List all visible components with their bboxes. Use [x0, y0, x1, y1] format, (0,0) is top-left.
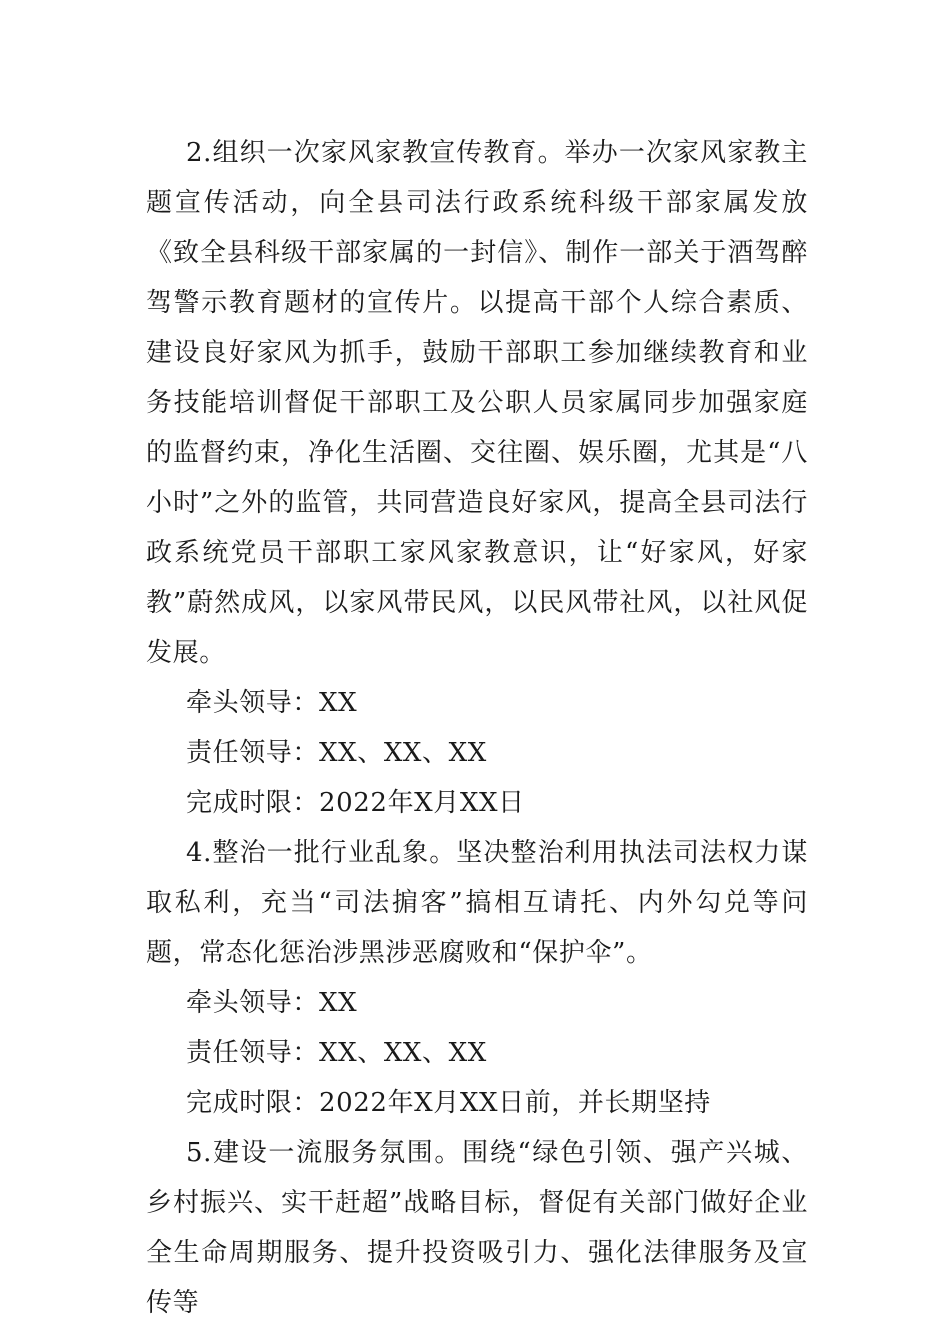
document-page [146, 128, 808, 1328]
section-5-paragraph: 5.建设一流服务氛围。围绕“绿色引领、强产兴城、乡村振兴、实干赶超”战略目标，督促有关部门做好企业全生命周期服务、提升投资吸引力、强化法律服务及宣传等 [146, 1138, 808, 1318]
section-2-lead-leader: 牵头领导：XX [186, 688, 358, 718]
section-4-paragraph: 4.整治一批行业乱象。坚决整治利用执法司法权力谋取私利，充当“司法掮客”搞相互请托、内外勾兑等问题，常态化惩治涉黑涉恶腐败和“保护伞”。 [146, 838, 808, 968]
section-4-responsible-leaders: 责任领导：XX、XX、XX [186, 1038, 487, 1068]
section-4-deadline: 完成时限：2022年X月XX日前，并长期坚持 [186, 1088, 711, 1118]
section-2-paragraph: 2.组织一次家风家教宣传教育。举办一次家风家教主题宣传活动，向全县司法行政系统科级干部家属发放《致全县科级干部家属的一封信》、制作一部关于酒驾醉驾警示教育题材的宣传片。以提高干部个人综合素质、建设良好家风为抓手，鼓励干部职工参加继续教育和业务技能培训督促干部职工及公职人员家属同步加强家庭的监督约束，净化生活圈、交往圈、娱乐圈，尤其是“八小时”之外的监管，共同营造良好家风，提高全县司法行政系统党员干部职工家风家教意识，让“好家风，好家教”蔚然成风，以家风带民风，以民风带社风，以社风促发展。 [146, 138, 808, 668]
section-2-deadline: 完成时限：2022年X月XX日 [186, 788, 525, 818]
section-2-responsible-leaders: 责任领导：XX、XX、XX [186, 738, 487, 768]
section-4-lead-leader: 牵头领导：XX [186, 988, 358, 1018]
